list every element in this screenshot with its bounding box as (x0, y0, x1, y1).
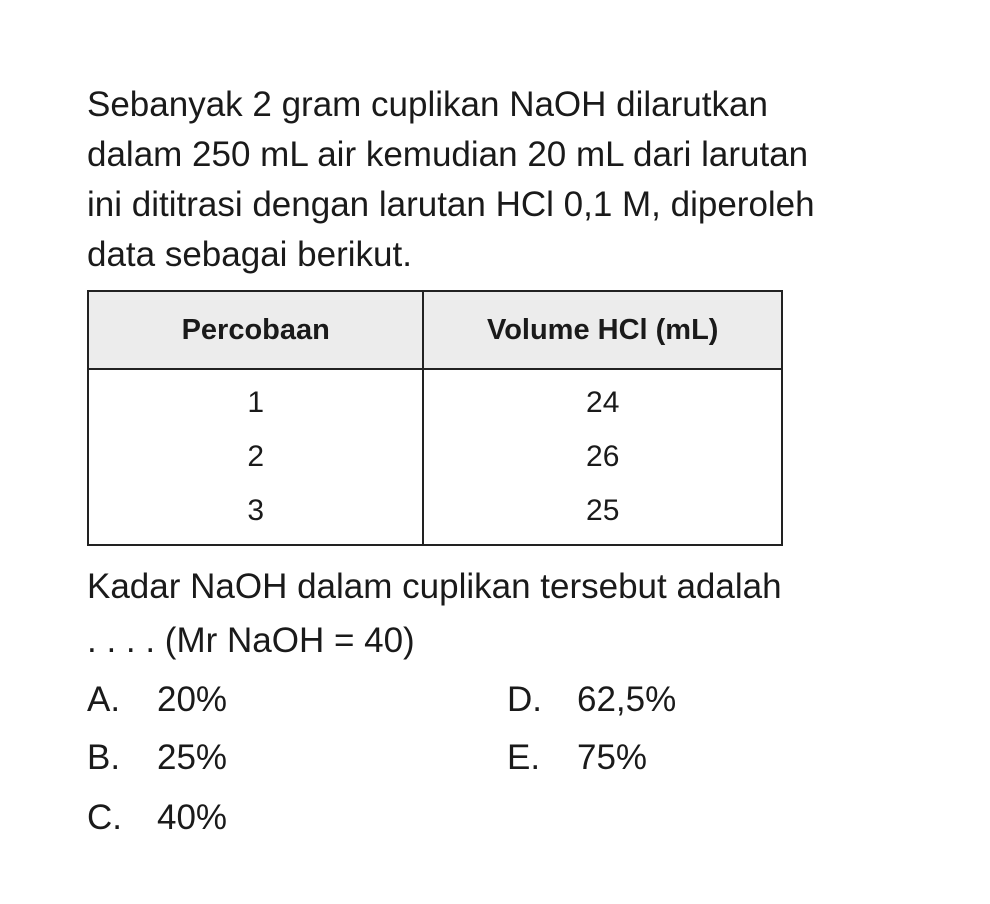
option-letter: D. (507, 680, 542, 719)
option-letter: C. (87, 798, 122, 837)
option-value: 40% (157, 798, 228, 837)
option-letter: B. (87, 738, 121, 777)
trial-number-cell: 3 (88, 484, 423, 545)
question-line: . . . . (Mr NaOH = 40) (87, 621, 415, 660)
option-a[interactable] (87, 680, 227, 720)
volume-cell: 26 (423, 430, 782, 484)
table-header-row (88, 291, 782, 369)
option-value: 62,5% (577, 680, 677, 719)
volume-cell: 24 (423, 369, 782, 430)
option-c[interactable] (87, 798, 227, 838)
option-e[interactable] (507, 738, 647, 778)
statement-line: dalam 250 mL air kemudian 20 mL dari larutan (87, 135, 809, 174)
problem-statement (87, 80, 917, 280)
option-value: 20% (157, 680, 228, 719)
question-text (87, 560, 917, 668)
option-d[interactable] (507, 680, 676, 720)
trial-number-cell: 2 (88, 430, 423, 484)
question-line: Kadar NaOH dalam cuplikan tersebut adalah (87, 567, 782, 606)
table-row (88, 430, 782, 484)
option-value: 25% (157, 738, 228, 777)
statement-line: ini dititrasi dengan larutan HCl 0,1 M, diperoleh (87, 185, 815, 224)
statement-line: data sebagai berikut. (87, 235, 412, 274)
trial-number-cell: 1 (88, 369, 423, 430)
table-row (88, 369, 782, 430)
statement-line: Sebanyak 2 gram cuplikan NaOH dilarutkan (87, 85, 768, 124)
header-percobaan: Percobaan (88, 291, 423, 369)
titration-data-table (87, 290, 783, 546)
volume-cell: 25 (423, 484, 782, 545)
option-letter: A. (87, 680, 121, 719)
option-letter: E. (507, 738, 541, 777)
header-volume-hcl: Volume HCl (mL) (423, 291, 782, 369)
table-row (88, 484, 782, 545)
option-b[interactable] (87, 738, 227, 778)
option-value: 75% (577, 738, 648, 777)
